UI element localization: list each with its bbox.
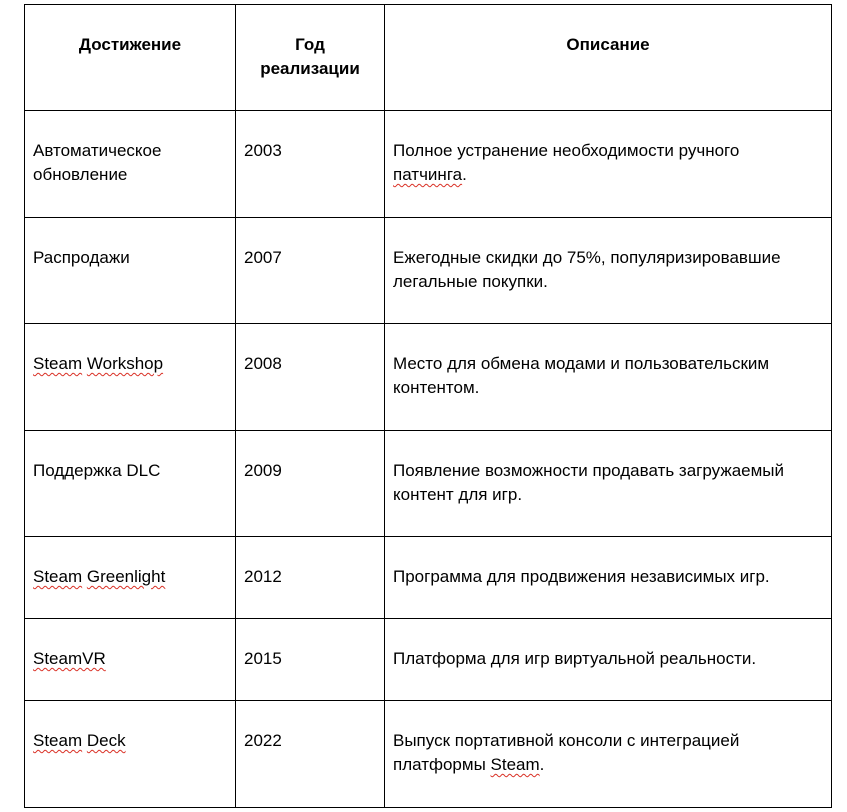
description-text: Платформа для игр виртуальной реальности.	[393, 649, 757, 668]
spellcheck-word[interactable]: Greenlight	[86, 567, 166, 586]
description-text: Место для обмена модами и пользовательским	[393, 354, 770, 373]
spellcheck-word[interactable]: SteamVR	[33, 649, 106, 668]
cell-year	[236, 218, 385, 324]
achievements-table	[24, 4, 832, 808]
table-row	[25, 218, 832, 324]
year-text: 2009	[244, 461, 282, 480]
cell-achievement	[25, 431, 236, 537]
description-text: Ежегодные скидки до 75%, популяризировавшие	[393, 248, 781, 267]
achievement-text: Поддержка DLC	[33, 461, 161, 480]
description-text: Полное устранение необходимости ручного	[393, 141, 740, 160]
header-year	[236, 5, 385, 111]
description-text	[393, 753, 823, 777]
cell-description	[385, 537, 832, 619]
achievement-text	[33, 565, 227, 589]
cell-year	[236, 111, 385, 218]
year-text: 2003	[244, 141, 282, 160]
cell-year	[236, 537, 385, 619]
year-text: 2022	[244, 731, 282, 750]
spellcheck-word[interactable]: Steam	[33, 731, 83, 750]
cell-description	[385, 324, 832, 431]
description-text: Выпуск портативной консоли с интеграцией	[393, 731, 740, 750]
description-text	[393, 163, 823, 187]
description-text: легальные покупки.	[393, 272, 548, 291]
year-text: 2015	[244, 649, 282, 668]
cell-description	[385, 218, 832, 324]
header-description-label: Описание	[566, 35, 650, 54]
achievement-text	[33, 647, 227, 671]
header-year-line1: Год	[295, 35, 325, 54]
year-text: 2012	[244, 567, 282, 586]
cell-description	[385, 111, 832, 218]
table-row	[25, 701, 832, 808]
year-text: 2007	[244, 248, 282, 267]
description-text: Появление возможности продавать загружаемый	[393, 461, 785, 480]
spellcheck-word[interactable]: Steam	[33, 567, 83, 586]
achievement-text: Распродажи	[33, 248, 130, 267]
header-year-line2: реализации	[260, 59, 360, 78]
description-text: контент для игр.	[393, 485, 523, 504]
header-achievement	[25, 5, 236, 111]
cell-description	[385, 619, 832, 701]
header-achievement-label: Достижение	[78, 35, 182, 54]
spellcheck-word[interactable]: Steam	[33, 354, 83, 373]
spellcheck-word[interactable]: Workshop	[86, 354, 164, 373]
cell-year	[236, 431, 385, 537]
cell-description	[385, 431, 832, 537]
achievement-text: обновление	[33, 165, 128, 184]
achievement-text	[33, 729, 227, 753]
description-pre: платформы	[393, 755, 491, 774]
table-header-row	[25, 5, 832, 111]
cell-achievement	[25, 537, 236, 619]
spellcheck-word[interactable]: Steam	[490, 755, 540, 774]
cell-year	[236, 619, 385, 701]
cell-description	[385, 701, 832, 808]
table-row	[25, 619, 832, 701]
cell-achievement	[25, 111, 236, 218]
cell-year	[236, 324, 385, 431]
table-row	[25, 111, 832, 218]
header-description	[385, 5, 832, 111]
table-row	[25, 431, 832, 537]
table-row	[25, 324, 832, 431]
spellcheck-word[interactable]: патчинга	[393, 165, 463, 184]
table-row	[25, 537, 832, 619]
description-text: контентом.	[393, 378, 480, 397]
description-tail: .	[462, 165, 467, 184]
achievement-text	[33, 352, 227, 376]
year-text: 2008	[244, 354, 282, 373]
cell-achievement	[25, 701, 236, 808]
cell-year	[236, 701, 385, 808]
cell-achievement	[25, 324, 236, 431]
cell-achievement	[25, 619, 236, 701]
description-text: Программа для продвижения независимых игр.	[393, 567, 770, 586]
description-tail: .	[539, 755, 545, 774]
cell-achievement	[25, 218, 236, 324]
achievement-text: Автоматическое	[33, 141, 162, 160]
spellcheck-word[interactable]: Deck	[86, 731, 126, 750]
